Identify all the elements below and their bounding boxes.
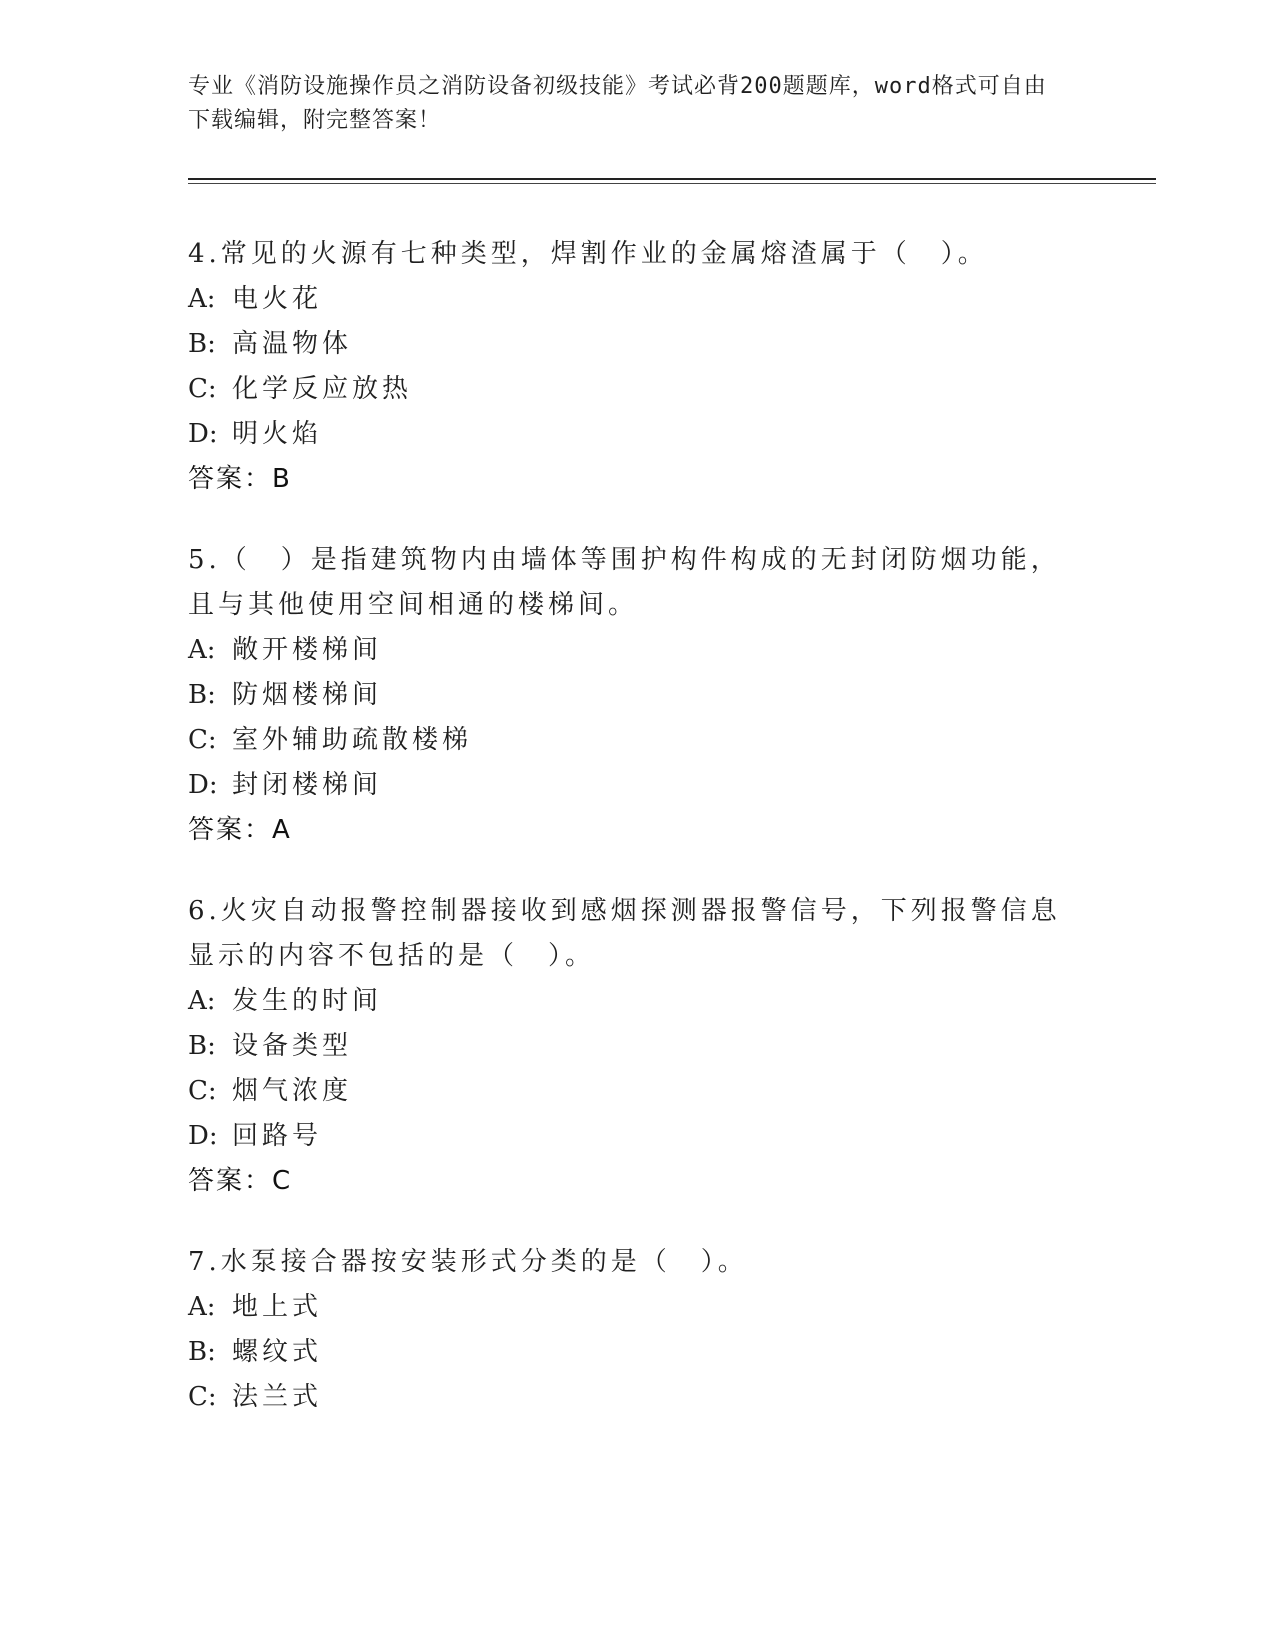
option-c	[188, 367, 1068, 412]
option-b	[188, 673, 1068, 718]
question-stem: 6.火灾自动报警控制器接收到感烟探测器报警信号，下列报警信息显示的内容不包括的是（ ）。	[188, 896, 1061, 971]
option-key: B:	[188, 680, 216, 710]
option-text: 设备类型	[232, 1031, 353, 1061]
option-key: B:	[188, 1031, 216, 1061]
option-b	[188, 1024, 1068, 1069]
option-text: 明火焰	[232, 419, 323, 449]
option-text: 室外辅助疏散楼梯	[232, 725, 473, 755]
option-c	[188, 1375, 1068, 1420]
option-key: C:	[188, 1382, 217, 1412]
option-key: A:	[188, 986, 216, 1016]
question-stem: 4.常见的火源有七种类型，焊割作业的金属熔渣属于（ ）。	[188, 239, 988, 269]
option-key: B:	[188, 329, 216, 359]
option-text: 化学反应放热	[232, 374, 413, 404]
option-key: A:	[188, 635, 216, 665]
answer-line: 答案：B	[188, 464, 292, 494]
question-stem: 7.水泵接合器按安装形式分类的是（ ）。	[188, 1247, 748, 1277]
option-key: B:	[188, 1337, 216, 1367]
option-key: C:	[188, 725, 217, 755]
option-key: A:	[188, 1292, 216, 1322]
option-d	[188, 1114, 1068, 1159]
option-c	[188, 718, 1068, 763]
option-d	[188, 763, 1068, 808]
option-text: 敞开楼梯间	[232, 635, 383, 665]
option-text: 发生的时间	[232, 986, 383, 1016]
option-text: 螺纹式	[232, 1337, 323, 1367]
answer-line: 答案：A	[188, 815, 292, 845]
option-a	[188, 1285, 1068, 1330]
option-key: D:	[188, 419, 218, 449]
option-text: 回路号	[232, 1121, 323, 1151]
option-d	[188, 412, 1068, 457]
header-divider-thin	[188, 183, 1156, 184]
option-c	[188, 1069, 1068, 1114]
question-7	[188, 1240, 1068, 1420]
option-b	[188, 322, 1068, 367]
option-key: D:	[188, 770, 218, 800]
option-key: D:	[188, 1121, 218, 1151]
option-b	[188, 1330, 1068, 1375]
option-text: 地上式	[232, 1292, 323, 1322]
option-text: 法兰式	[232, 1382, 323, 1412]
option-a	[188, 277, 1068, 322]
answer-line: 答案：C	[188, 1166, 293, 1196]
option-key: A:	[188, 284, 216, 314]
document-header: 专业《消防设施操作员之消防设备初级技能》考试必背200题题库，word格式可自由下载编辑，附完整答案！	[188, 74, 1047, 133]
option-key: C:	[188, 1076, 217, 1106]
question-6	[188, 889, 1068, 1204]
header-divider	[188, 178, 1156, 180]
option-text: 高温物体	[232, 329, 353, 359]
option-a	[188, 979, 1068, 1024]
question-4	[188, 232, 1068, 502]
option-text: 烟气浓度	[232, 1076, 353, 1106]
option-text: 电火花	[232, 284, 323, 314]
option-text: 防烟楼梯间	[232, 680, 383, 710]
question-list	[188, 232, 1068, 1456]
option-text: 封闭楼梯间	[232, 770, 383, 800]
option-key: C:	[188, 374, 217, 404]
question-stem: 5.（ ）是指建筑物内由墙体等围护构件构成的无封闭防烟功能，且与其他使用空间相通的楼梯间。	[188, 545, 1061, 620]
option-a	[188, 628, 1068, 673]
question-5	[188, 538, 1068, 853]
